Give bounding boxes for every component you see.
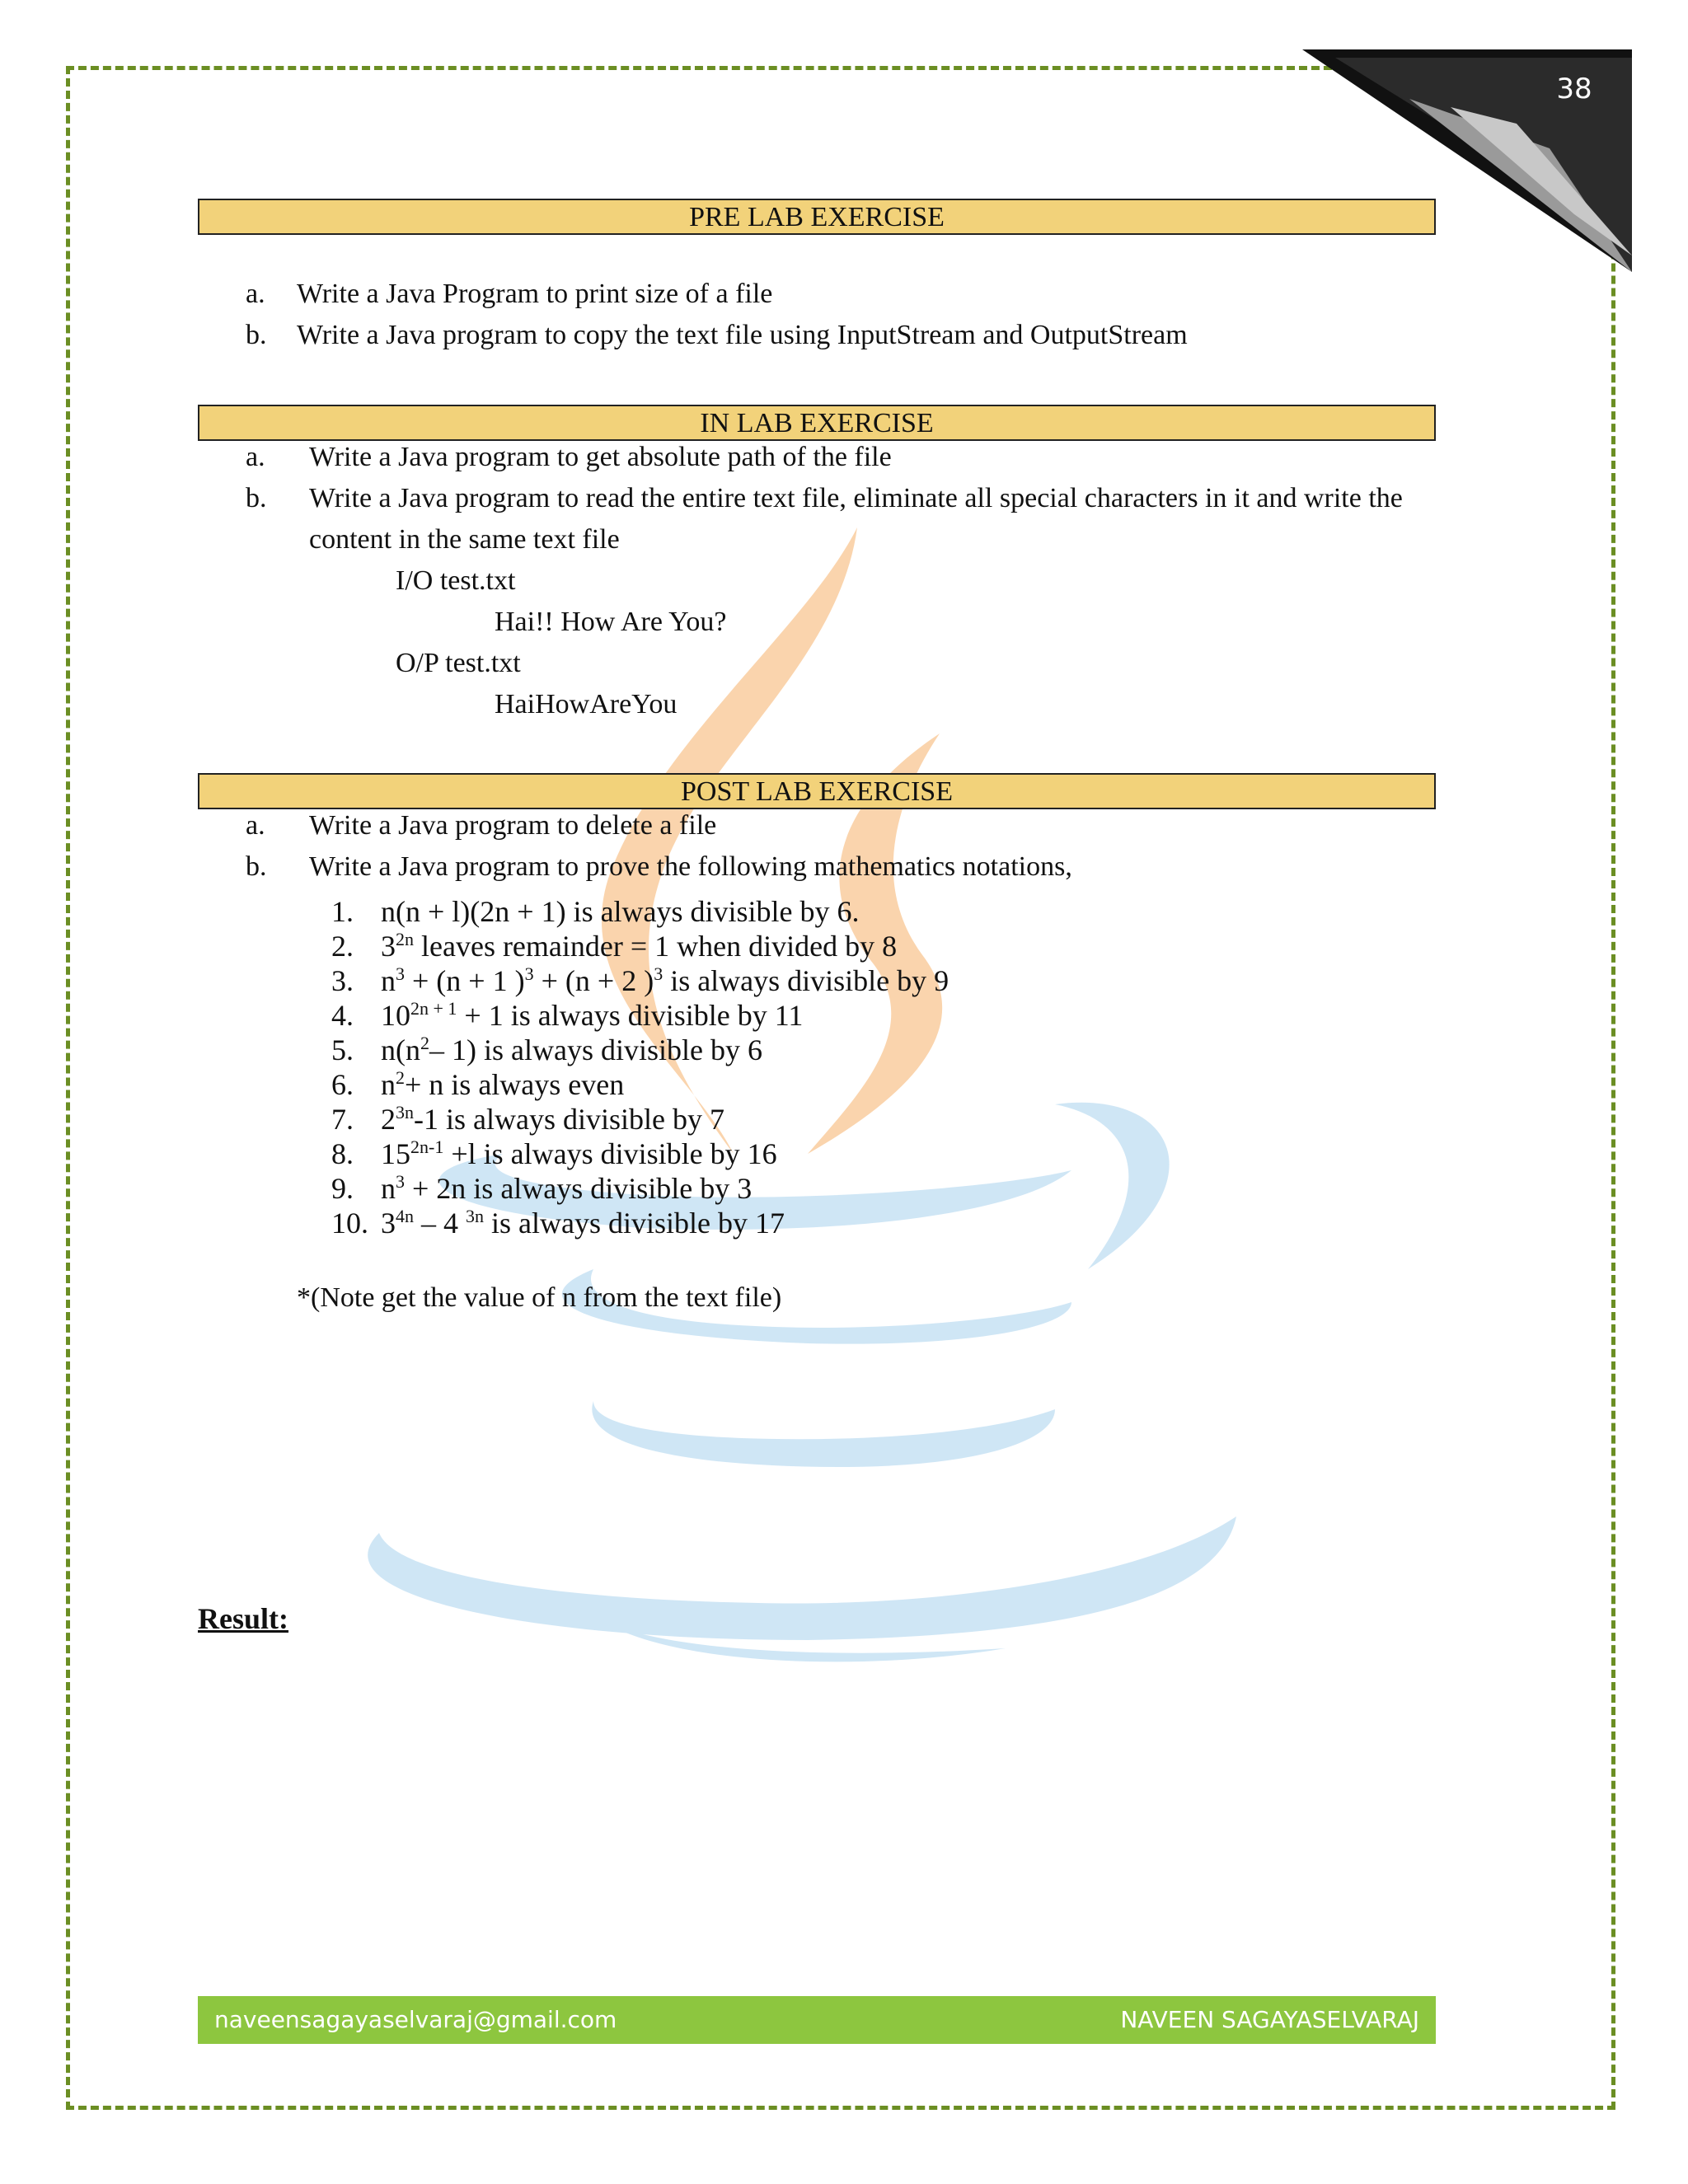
- notation-part: +l is always divisible by 16: [443, 1137, 777, 1170]
- pre-lab-marker-b: b.: [246, 320, 267, 350]
- notation-part: + (n + 1 ): [405, 964, 525, 997]
- io-value: Hai!! How Are You?: [495, 607, 727, 637]
- post-lab-item-a: Write a Java program to delete a file: [309, 810, 717, 841]
- notation-exponent: 3: [396, 1171, 405, 1192]
- pre-lab-header: PRE LAB EXERCISE: [198, 199, 1436, 235]
- notation-part: – 4: [414, 1207, 466, 1240]
- notation-exponent: 3: [396, 963, 405, 984]
- post-lab-marker-a: a.: [246, 810, 265, 841]
- notation-text: [381, 1067, 624, 1102]
- notation-part: 3: [381, 930, 396, 963]
- notation-number: 7.: [331, 1103, 354, 1136]
- notation-number: 9.: [331, 1172, 354, 1205]
- post-lab-marker-b: b.: [246, 851, 267, 882]
- footer-email: naveensagayaselvaraj@gmail.com: [214, 2006, 617, 2033]
- notation-exponent: 3: [524, 963, 534, 984]
- note-text: *(Note get the value of n from the text file): [297, 1282, 782, 1313]
- notation-text: [381, 998, 803, 1033]
- notation-part: + (n + 2 ): [533, 964, 654, 997]
- notation-part: – 1) is always divisible by 6: [429, 1033, 762, 1066]
- notation-number: 1.: [331, 895, 354, 928]
- notation-text: [381, 1102, 724, 1137]
- in-lab-marker-a: a.: [246, 442, 265, 472]
- notation-part: 2: [381, 1103, 396, 1136]
- notation-number: 6.: [331, 1068, 354, 1101]
- op-value: HaiHowAreYou: [495, 689, 678, 719]
- notation-exponent: 4n: [396, 1206, 414, 1226]
- notation-part: + n is always even: [405, 1068, 625, 1101]
- notation-exponent: 2: [396, 1067, 405, 1088]
- pre-lab-item-b: Write a Java program to copy the text file using InputStream and OutputStream: [297, 320, 1188, 350]
- in-lab-item-a: Write a Java program to get absolute path of the file: [309, 442, 892, 472]
- in-lab-marker-b: b.: [246, 483, 267, 513]
- notation-part: 15: [381, 1137, 410, 1170]
- notation-number: 3.: [331, 964, 354, 997]
- notation-exponent: 2n + 1: [410, 998, 457, 1019]
- notation-part: + 2n is always divisible by 3: [405, 1172, 753, 1205]
- notation-part: n: [381, 1068, 396, 1101]
- in-lab-item-b-continued: content in the same text file: [309, 524, 620, 555]
- notation-exponent: 3: [654, 963, 663, 984]
- page-number: 38: [1556, 73, 1592, 105]
- notation-text: [381, 1033, 762, 1067]
- notation-part: is always divisible by 17: [484, 1207, 785, 1240]
- notation-text: [381, 894, 860, 929]
- notation-part: -1 is always divisible by 7: [414, 1103, 724, 1136]
- notation-text: [381, 963, 949, 998]
- notation-part: 3: [381, 1207, 396, 1240]
- pre-lab-marker-a: a.: [246, 279, 265, 309]
- notation-exponent: 3n: [466, 1206, 484, 1226]
- notation-text: [381, 1206, 785, 1240]
- post-lab-item-b: Write a Java program to prove the following mathematics notations,: [309, 851, 1072, 882]
- notation-part: 10: [381, 999, 410, 1032]
- notation-part: is always divisible by 9: [663, 964, 950, 997]
- notation-number: 10.: [331, 1207, 368, 1240]
- notation-number: 5.: [331, 1033, 354, 1066]
- notation-part: n: [381, 1172, 396, 1205]
- notation-part: n(n + l)(2n + 1) is always divisible by 6.: [381, 895, 860, 928]
- footer-author: NAVEEN SAGAYASELVARAJ: [1120, 2006, 1419, 2033]
- notation-text: [381, 1137, 777, 1171]
- post-lab-header: POST LAB EXERCISE: [198, 773, 1436, 809]
- notation-part: n(n: [381, 1033, 420, 1066]
- notation-number: 8.: [331, 1137, 354, 1170]
- in-lab-item-b: Write a Java program to read the entire text file, eliminate all special characters in it and write the: [309, 483, 1403, 513]
- notation-part: + 1 is always divisible by 11: [457, 999, 804, 1032]
- notation-exponent: 2n: [396, 929, 414, 949]
- notation-exponent: 2n-1: [410, 1137, 444, 1157]
- op-label: O/P test.txt: [396, 648, 521, 678]
- notation-number: 2.: [331, 930, 354, 963]
- io-label: I/O test.txt: [396, 565, 516, 596]
- footer-bar: [198, 1996, 1436, 2044]
- notation-text: [381, 929, 897, 963]
- notation-exponent: 2: [420, 1033, 429, 1053]
- notation-part: n: [381, 964, 396, 997]
- in-lab-header: IN LAB EXERCISE: [198, 405, 1436, 441]
- notation-text: [381, 1171, 752, 1206]
- notation-number: 4.: [331, 999, 354, 1032]
- result-label: Result:: [198, 1602, 288, 1635]
- notation-part: leaves remainder = 1 when divided by 8: [414, 930, 898, 963]
- notation-exponent: 3n: [396, 1102, 414, 1122]
- pre-lab-item-a: Write a Java Program to print size of a file: [297, 279, 773, 309]
